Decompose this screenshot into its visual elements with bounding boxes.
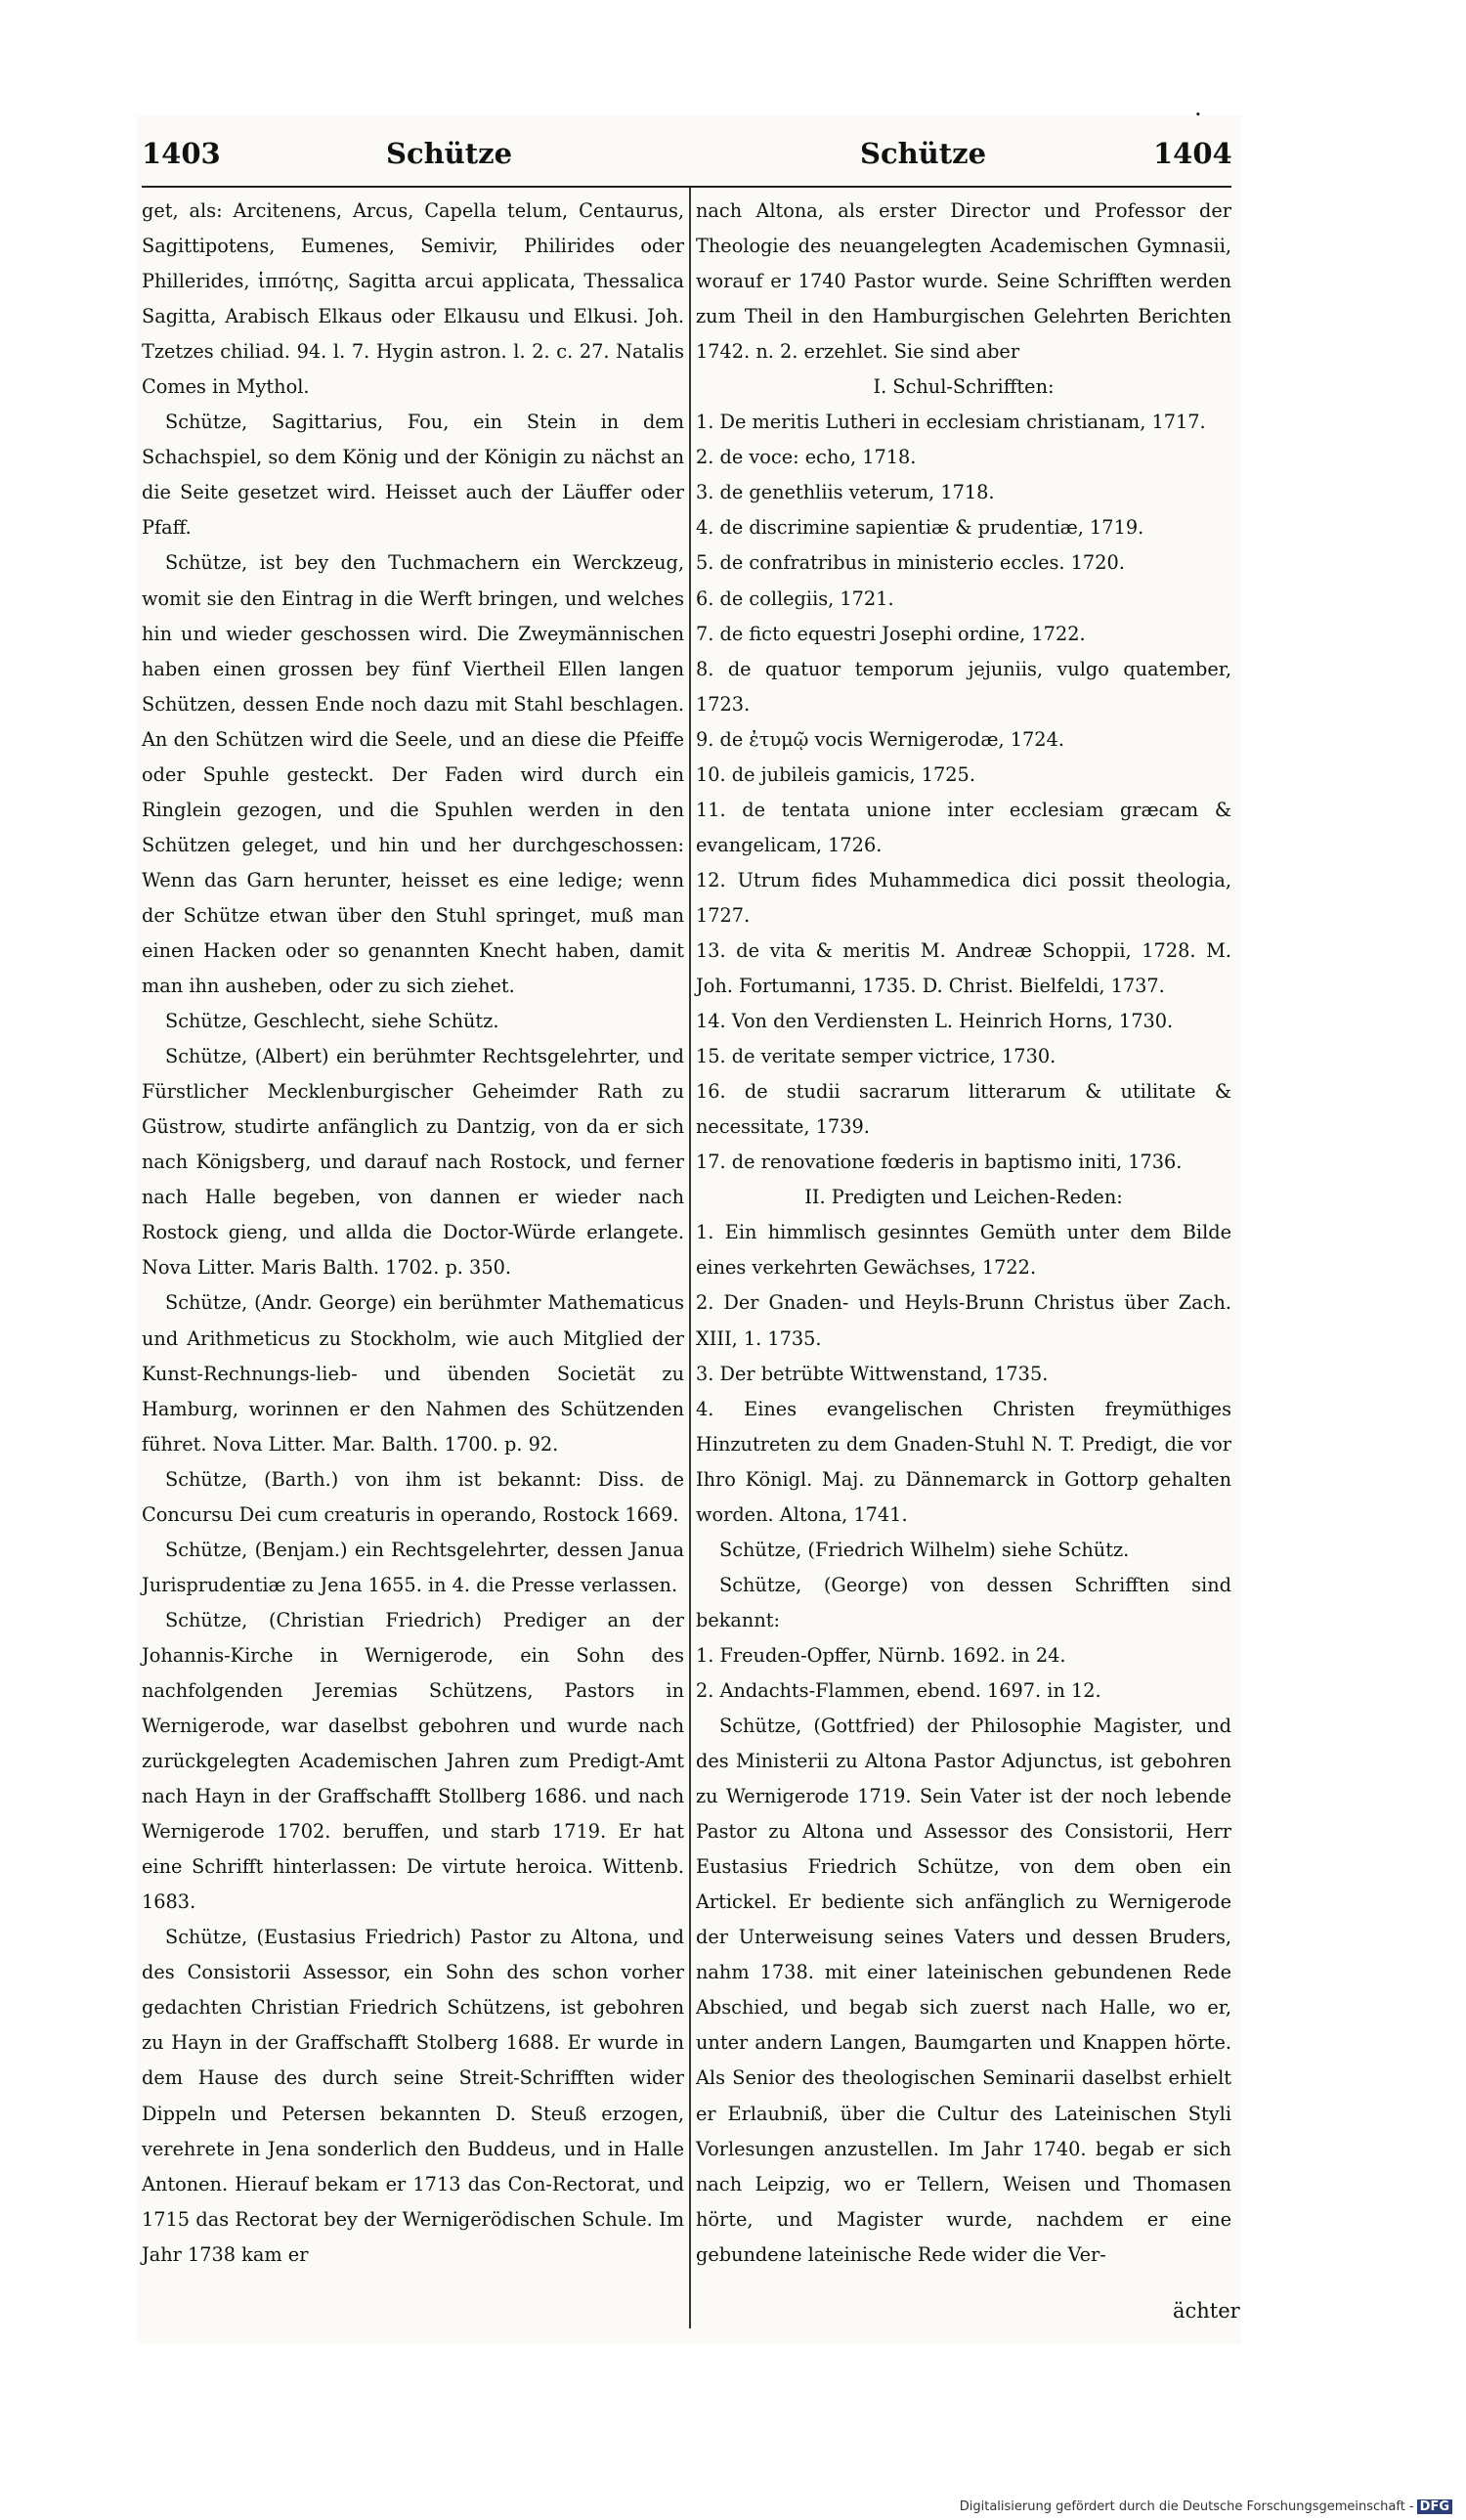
paragraph: 13. de vita & meritis M. Andreæ Schoppii, 1728. M. Joh. Fortumanni, 1735. D. Christ. Bielfeldi, 1737. <box>696 938 1231 998</box>
column-divider <box>689 188 691 2328</box>
paragraph: 12. Utrum fides Muhammedica dici possit theologia, 1727. <box>696 868 1231 927</box>
paragraph: 4. Eines evangelischen Christen freymüthiges Hinzutreten zu dem Gnaden-Stuhl N. T. Predigt, die vor Ihro Königl. Maj. zu Dännemarck in Gottorp gehalten worden. Altona, 1741. <box>696 1397 1231 1526</box>
paragraph: Schütze, Sagittarius, Fou, ein Stein in dem Schachspiel, so dem König und der Königin zu nächst an die Seite gesetzet wird. Heisset auch der Läuffer oder Pfaff. <box>142 411 684 540</box>
paragraph: 1. Freuden-Opffer, Nürnb. 1692. in 24. <box>696 1643 1066 1667</box>
paragraph: 17. de renovatione fœderis in baptismo initi, 1736. <box>696 1151 1183 1174</box>
paragraph: 3. Der betrübte Wittwenstand, 1735. <box>696 1362 1049 1385</box>
footer-text: Digitalisierung gefördert durch die Deutsche Forschungsgemeinschaft - <box>959 2499 1414 2514</box>
header-rule <box>142 186 1231 188</box>
paragraph: 6. de collegiis, 1721. <box>696 587 894 610</box>
dfg-logo: DFG <box>1417 2499 1452 2514</box>
paragraph: 10. de jubileis gamicis, 1725. <box>696 762 975 786</box>
paragraph: nach Altona, als erster Director und Professor der Theologie des neuangelegten Academischen Gymnasii, worauf er 1740 Pastor wurde. Seine Schrifften werden zum Theil in den Hamburgischen Gelehrten Berichten 1742. n. 2. erzehlet. Sie sind aber <box>696 199 1231 364</box>
paragraph: 14. Von den Verdiensten L. Heinrich Horns, 1730. <box>696 1010 1174 1033</box>
paragraph: 16. de studii sacrarum litterarum & utilitate & necessitate, 1739. <box>696 1080 1231 1139</box>
paragraph: Schütze, (Eustasius Friedrich) Pastor zu Altona, und des Consistorii Assessor, ein Sohn des schon vorher gedachten Christian Friedrich Schützens, ist gebohren zu Hayn in der Graffschafft Stolberg 1688. Er wurde in dem Hause des durch seine Streit-Schrifften wider Dippeln und Petersen bekannten D. Steuß erzogen, verehrete in Jena sonderlich den Buddeus, und in Halle Antonen. Hierauf bekam er 1713 das Con-Rectorat, und 1715 das Rectorat bey der Wernigerödischen Schule. Im Jahr 1738 kam er <box>142 1926 684 2266</box>
paragraph: 4. de discrimine sapientiæ & prudentiæ, 1719. <box>696 516 1144 540</box>
paragraph: Schütze, (Benjam.) ein Rechtsgelehrter, dessen Janua Jurisprudentiæ zu Jena 1655. in 4. die Presse verlassen. <box>142 1538 684 1596</box>
paragraph: Schütze, ist bey den Tuchmachern ein Werckzeug, womit sie den Eintrag in die Werft bringen, und welches hin und wieder geschossen wird. Die Zweymännischen haben einen grossen bey fünf Viertheil Ellen langen Schützen, dessen Ende noch dazu mit Stahl beschlagen. An den Schützen wird die Seele, und an diese die Pfeiffe oder Spuhle gesteckt. Der Faden wird durch ein Ringlein gezogen, und die Spuhlen werden in den Schützen geleget, und hin und her durchgeschossen: Wenn das Garn herunter, heisset es eine ledige; wenn der Schütze etwan über den Stuhl springet, muß man einen Hacken oder so genannten Knecht haben, damit man ihn ausheben, oder zu sich ziehet. <box>142 551 684 998</box>
left-page-number: 1403 <box>142 137 221 170</box>
paragraph: 7. de ficto equestri Josephi ordine, 1722. <box>696 622 1086 645</box>
paragraph: 9. de ἐτυμῷ vocis Wernigerodæ, 1724. <box>696 727 1064 751</box>
section-heading: II. Predigten und Leichen-Reden: <box>804 1186 1123 1209</box>
section-heading: I. Schul-Schrifften: <box>873 375 1055 399</box>
footer-credit <box>960 2499 1452 2514</box>
right-column <box>696 194 1231 2273</box>
left-column <box>142 194 684 2273</box>
corner-mark: . <box>1194 94 1202 121</box>
right-running-title: Schütze <box>860 137 987 170</box>
paragraph: 2. Der Gnaden- und Heyls-Brunn Christus über Zach. XIII, 1. 1735. <box>696 1291 1231 1350</box>
paragraph: Schütze, (Albert) ein berühmter Rechtsgelehrter, und Fürstlicher Mecklenburgischer Geheimder Rath zu Güstrow, studirte anfänglich zu Dantzig, von da er sich nach Königsberg, und darauf nach Rostock, und ferner nach Halle begeben, von dannen er wieder nach Rostock gieng, und allda die Doctor-Würde erlangete. Nova Litter. Maris Balth. 1702. p. 350. <box>142 1045 684 1280</box>
paragraph: 1. De meritis Lutheri in ecclesiam christianam, 1717. <box>696 411 1206 434</box>
paragraph: 1. Ein himmlisch gesinntes Gemüth unter dem Bilde eines verkehrten Gewächses, 1722. <box>696 1221 1231 1280</box>
paragraph: Schütze, (Barth.) von ihm ist bekannt: Diss. de Concursu Dei cum creaturis in operando, Rostock 1669. <box>142 1467 684 1526</box>
paragraph: 2. de voce: echo, 1718. <box>696 446 917 469</box>
paragraph: 2. Andachts-Flammen, ebend. 1697. in 12. <box>696 1678 1101 1702</box>
paragraph: 8. de quatuor temporum jejuniis, vulgo quatember, 1723. <box>696 657 1231 716</box>
paragraph: 5. de confratribus in ministerio eccles. 1720. <box>696 551 1125 575</box>
catchword: ächter <box>1173 2299 1240 2323</box>
paragraph: Schütze, (Gottfried) der Philosophie Magister, und des Ministerii zu Altona Pastor Adjunctus, ist gebohren zu Wernigerode 1719. Sein Vater ist der noch lebende Pastor zu Altona und Assessor des Consistorii, Herr Eustasius Friedrich Schütze, von dem oben ein Artickel. Er bediente sich anfänglich zu Wernigerode der Unterweisung seines Vaters und dessen Bruders, nahm 1738. mit einer lateinischen gebundenen Rede Abschied, und begab sich zuerst nach Halle, wo er, unter andern Langen, Baumgarten und Knappen hörte. Als Senior des theologischen Seminarii daselbst erhielt er Erlaubniß, über die Cultur des Lateinischen Styli Vorlesungen anzustellen. Im Jahr 1740. begab er sich nach Leipzig, wo er Tellern, Weisen und Thomasen hörte, und Magister wurde, nachdem er eine gebundene lateinische Rede wider die Ver- <box>696 1715 1231 2266</box>
paragraph: get, als: Arcitenens, Arcus, Capella telum, Centaurus, Sagittipotens, Eumenes, Semivir, Philirides oder Phillerides, ἱππότης, Sagitta arcui applicata, Thessalica Sagitta, Arabisch Elkaus oder Elkausu und Elkusi. Joh. Tzetzes chiliad. 94. l. 7. Hygin astron. l. 2. c. 27. Natalis Comes in Mythol. <box>142 199 684 399</box>
paragraph: 11. de tentata unione inter ecclesiam græcam & evangelicam, 1726. <box>696 798 1231 856</box>
paragraph: Schütze, (Andr. George) ein berühmter Mathematicus und Arithmeticus zu Stockholm, wie auch Mitglied der Kunst-Rechnungs-lieb- und übenden Societät zu Hamburg, worinnen er den Nahmen des Schützenden führet. Nova Litter. Mar. Balth. 1700. p. 92. <box>142 1291 684 1456</box>
paragraph: Schütze, Geschlecht, siehe Schütz. <box>165 1010 499 1033</box>
right-page-number: 1404 <box>1153 137 1232 170</box>
paragraph: 15. de veritate semper victrice, 1730. <box>696 1045 1056 1068</box>
paragraph: Schütze, (George) von dessen Schrifften sind bekannt: <box>696 1573 1231 1631</box>
left-running-title: Schütze <box>386 137 513 170</box>
paragraph: 3. de genethliis veterum, 1718. <box>696 481 995 504</box>
paragraph: Schütze, (Friedrich Wilhelm) siehe Schütz. <box>719 1538 1130 1561</box>
paragraph: Schütze, (Christian Friedrich) Prediger an der Johannis-Kirche in Wernigerode, ein Sohn des nachfolgenden Jeremias Schützens, Pastors in Wernigerode, war daselbst gebohren und wurde nach zurückgelegten Academischen Jahren zum Predigt-Amt nach Hayn in der Graffschafft Stollberg 1686. und nach Wernigerode 1702. beruffen, und starb 1719. Er hat eine Schrifft hinterlassen: De virtute heroica. Wittenb. 1683. <box>142 1608 684 1914</box>
